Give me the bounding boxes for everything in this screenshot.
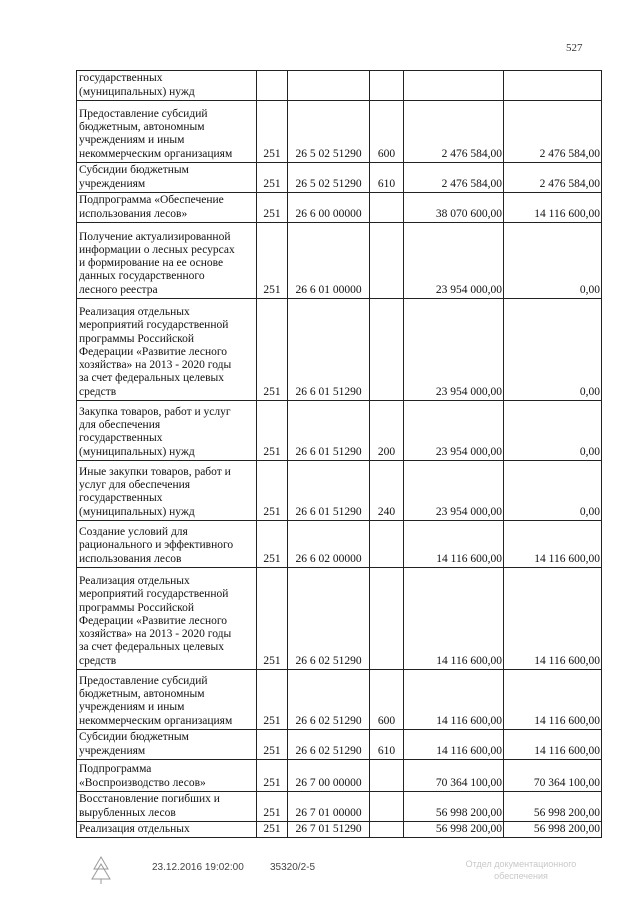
row-name-cell: Предоставление субсидий бюджетным, автономным учреждениям и иным некоммерческим организациям xyxy=(77,101,257,163)
row-sum-2017-cell: 56 998 200,00 xyxy=(404,792,504,822)
budget-table xyxy=(76,70,602,838)
watermark-line-2: обеспечения xyxy=(494,871,548,881)
row-sum-2018-cell: 14 116 600,00 xyxy=(504,730,602,760)
row-target-code-cell: 26 6 01 51290 xyxy=(288,299,370,401)
row-target-code-cell: 26 6 02 00000 xyxy=(288,521,370,568)
row-sum-2017-cell: 14 116 600,00 xyxy=(404,730,504,760)
row-sum-2018-cell: 0,00 xyxy=(504,461,602,521)
row-code-cell: 251 xyxy=(257,792,288,822)
footer-doc-id: 35320/2-5 xyxy=(270,862,316,873)
table-row xyxy=(77,521,602,568)
row-sum-2018-cell: 14 116 600,00 xyxy=(504,568,602,670)
row-target-code-cell: 26 5 02 51290 xyxy=(288,101,370,163)
row-code-cell: 251 xyxy=(257,568,288,670)
row-sum-2017-cell: 14 116 600,00 xyxy=(404,670,504,730)
row-sum-2018-cell: 56 998 200,00 xyxy=(504,792,602,822)
row-target-code-cell: 26 6 02 51290 xyxy=(288,568,370,670)
row-sum-2018-cell: 70 364 100,00 xyxy=(504,760,602,792)
row-sum-2017-cell: 70 364 100,00 xyxy=(404,760,504,792)
watermark-line-1: Отдел документационного xyxy=(465,859,577,869)
footer-datetime: 23.12.2016 19:02:00 xyxy=(152,862,244,873)
table-body xyxy=(77,71,602,838)
table-row xyxy=(77,792,602,822)
row-sum-2018-cell: 14 116 600,00 xyxy=(504,670,602,730)
watermark xyxy=(446,858,596,882)
page-number: 527 xyxy=(566,42,583,54)
row-target-code-cell xyxy=(288,71,370,101)
row-expense-type-cell xyxy=(370,299,404,401)
row-expense-type-cell: 200 xyxy=(370,401,404,461)
row-target-code-cell: 26 6 00 00000 xyxy=(288,193,370,223)
row-code-cell: 251 xyxy=(257,193,288,223)
row-target-code-cell: 26 7 01 51290 xyxy=(288,822,370,838)
row-name-cell: Подпрограмма «Обеспечение использования лесов» xyxy=(77,193,257,223)
row-name-cell: государственных (муниципальных) нужд xyxy=(77,71,257,101)
row-sum-2018-cell: 14 116 600,00 xyxy=(504,193,602,223)
row-sum-2017-cell: 38 070 600,00 xyxy=(404,193,504,223)
table-row xyxy=(77,670,602,730)
row-name-cell: Реализация отдельных мероприятий государственной программы Российской Федерации «Развитие лесного хозяйства» на 2013 - 2020 годы за счет федеральных целевых средств xyxy=(77,299,257,401)
row-target-code-cell: 26 6 01 51290 xyxy=(288,401,370,461)
row-name-cell: Получение актуализированной информации о лесных ресурсах и формирование на ее основе данных государственного лесного реестра xyxy=(77,223,257,299)
row-name-cell: Реализация отдельных xyxy=(77,822,257,838)
row-code-cell: 251 xyxy=(257,401,288,461)
row-code-cell: 251 xyxy=(257,670,288,730)
table-row xyxy=(77,760,602,792)
row-sum-2017-cell xyxy=(404,71,504,101)
row-code-cell: 251 xyxy=(257,223,288,299)
row-sum-2018-cell xyxy=(504,71,602,101)
row-sum-2017-cell: 23 954 000,00 xyxy=(404,223,504,299)
row-name-cell: Подпрограмма «Воспроизводство лесов» xyxy=(77,760,257,792)
row-sum-2018-cell: 14 116 600,00 xyxy=(504,521,602,568)
row-code-cell: 251 xyxy=(257,521,288,568)
row-expense-type-cell xyxy=(370,760,404,792)
row-name-cell: Предоставление субсидий бюджетным, автономным учреждениям и иным некоммерческим организациям xyxy=(77,670,257,730)
row-name-cell: Закупка товаров, работ и услуг для обеспечения государственных (муниципальных) нужд xyxy=(77,401,257,461)
table-row xyxy=(77,71,602,101)
row-code-cell: 251 xyxy=(257,461,288,521)
row-target-code-cell: 26 6 01 51290 xyxy=(288,461,370,521)
row-name-cell: Создание условий для рационального и эффективного использования лесов xyxy=(77,521,257,568)
row-name-cell: Субсидии бюджетным учреждениям xyxy=(77,730,257,760)
row-sum-2018-cell: 0,00 xyxy=(504,223,602,299)
row-sum-2017-cell: 14 116 600,00 xyxy=(404,568,504,670)
row-sum-2018-cell: 0,00 xyxy=(504,401,602,461)
row-code-cell: 251 xyxy=(257,730,288,760)
table-row xyxy=(77,822,602,838)
row-target-code-cell: 26 6 02 51290 xyxy=(288,670,370,730)
row-expense-type-cell xyxy=(370,822,404,838)
row-target-code-cell: 26 7 00 00000 xyxy=(288,760,370,792)
row-code-cell xyxy=(257,71,288,101)
row-expense-type-cell xyxy=(370,71,404,101)
row-sum-2017-cell: 23 954 000,00 xyxy=(404,401,504,461)
row-expense-type-cell xyxy=(370,521,404,568)
row-sum-2017-cell: 56 998 200,00 xyxy=(404,822,504,838)
row-expense-type-cell xyxy=(370,223,404,299)
row-expense-type-cell: 600 xyxy=(370,101,404,163)
row-name-cell: Реализация отдельных мероприятий государственной программы Российской Федерации «Развитие лесного хозяйства» на 2013 - 2020 годы за счет федеральных целевых средств xyxy=(77,568,257,670)
row-name-cell: Иные закупки товаров, работ и услуг для обеспечения государственных (муниципальных) нужд xyxy=(77,461,257,521)
row-expense-type-cell: 610 xyxy=(370,163,404,193)
table-row xyxy=(77,730,602,760)
table-row xyxy=(77,401,602,461)
row-sum-2018-cell: 56 998 200,00 xyxy=(504,822,602,838)
row-code-cell: 251 xyxy=(257,299,288,401)
row-target-code-cell: 26 6 01 00000 xyxy=(288,223,370,299)
row-expense-type-cell: 600 xyxy=(370,670,404,730)
row-expense-type-cell: 610 xyxy=(370,730,404,760)
row-sum-2018-cell: 2 476 584,00 xyxy=(504,101,602,163)
row-expense-type-cell: 240 xyxy=(370,461,404,521)
row-sum-2018-cell: 0,00 xyxy=(504,299,602,401)
row-code-cell: 251 xyxy=(257,101,288,163)
row-code-cell: 251 xyxy=(257,163,288,193)
row-sum-2018-cell: 2 476 584,00 xyxy=(504,163,602,193)
table-row xyxy=(77,101,602,163)
row-name-cell: Восстановление погибших и вырубленных лесов xyxy=(77,792,257,822)
row-target-code-cell: 26 6 02 51290 xyxy=(288,730,370,760)
table-row xyxy=(77,163,602,193)
row-target-code-cell: 26 5 02 51290 xyxy=(288,163,370,193)
stamp-icon xyxy=(90,855,112,885)
row-name-cell: Субсидии бюджетным учреждениям xyxy=(77,163,257,193)
table-row xyxy=(77,223,602,299)
row-sum-2017-cell: 2 476 584,00 xyxy=(404,163,504,193)
row-code-cell: 251 xyxy=(257,822,288,838)
table-row xyxy=(77,299,602,401)
row-sum-2017-cell: 2 476 584,00 xyxy=(404,101,504,163)
row-expense-type-cell xyxy=(370,568,404,670)
table-row xyxy=(77,193,602,223)
row-sum-2017-cell: 14 116 600,00 xyxy=(404,521,504,568)
table-row xyxy=(77,568,602,670)
row-expense-type-cell xyxy=(370,792,404,822)
table-row xyxy=(77,461,602,521)
row-sum-2017-cell: 23 954 000,00 xyxy=(404,461,504,521)
row-code-cell: 251 xyxy=(257,760,288,792)
row-sum-2017-cell: 23 954 000,00 xyxy=(404,299,504,401)
row-expense-type-cell xyxy=(370,193,404,223)
row-target-code-cell: 26 7 01 00000 xyxy=(288,792,370,822)
